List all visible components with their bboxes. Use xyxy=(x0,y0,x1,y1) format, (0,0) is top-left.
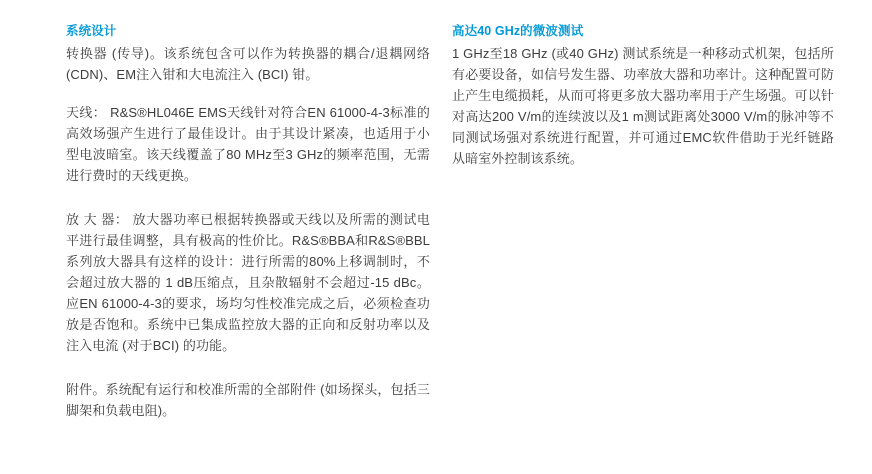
left-column-heading: 系统设计 xyxy=(66,24,117,38)
paragraph-amplifiers: 放 大 器： 放大器功率已根据转换器或天线以及所需的测试电平进行最佳调整，具有极高的性价比。R&S®BBA和R&S®BBL系列放大器具有这样的设计：进行所需的80%上移调制时，不会超过放大器的 1 dB压缩点，且杂散辐射不会超过-15 dBc。应EN 61000-4-3的要求，场均匀性校准完成之后，必须检查功放是否饱和。系统中已集成监控放大器的正向和反射功率以及注入电流 (对于BCI) 的功能。 xyxy=(66,212,430,353)
right-column-heading: 高达40 GHz的微波测试 xyxy=(452,24,584,38)
left-column xyxy=(0,22,452,421)
paragraph-accessories: 附件。系统配有运行和校准所需的全部附件 (如场探头，包括三脚架和负载电阻)。 xyxy=(66,382,430,418)
paragraph-antennas: 天线： R&S®HL046E EMS天线针对符合EN 61000-4-3标准的高效场强产生进行了最佳设计。由于其设计紧凑，也适用于小型电波暗室。该天线覆盖了80 MHz至3 GHz的频率范围，无需进行费时的天线更换。 xyxy=(66,105,430,183)
right-column xyxy=(452,22,872,421)
paragraph-microwave-testing: 1 GHz至18 GHz (或40 GHz) 测试系统是一种移动式机架，包括所有必要设备，如信号发生器、功率放大器和功率计。这种配置可防止产生电缆损耗，从而可将更多放大器功率用于产生场强。可以针对高达200 V/m的连续波以及1 m测试距离处3000 V/m的脉冲等不同测试场强对系统进行配置，并可通过EMC软件借助于光纤链路从暗室外控制该系统。 xyxy=(452,46,834,166)
paragraph-transducers: 转换器 (传导)。该系统包含可以作为转换器的耦合/退耦网络 (CDN)、EM注入钳和大电流注入 (BCI) 钳。 xyxy=(66,46,430,82)
